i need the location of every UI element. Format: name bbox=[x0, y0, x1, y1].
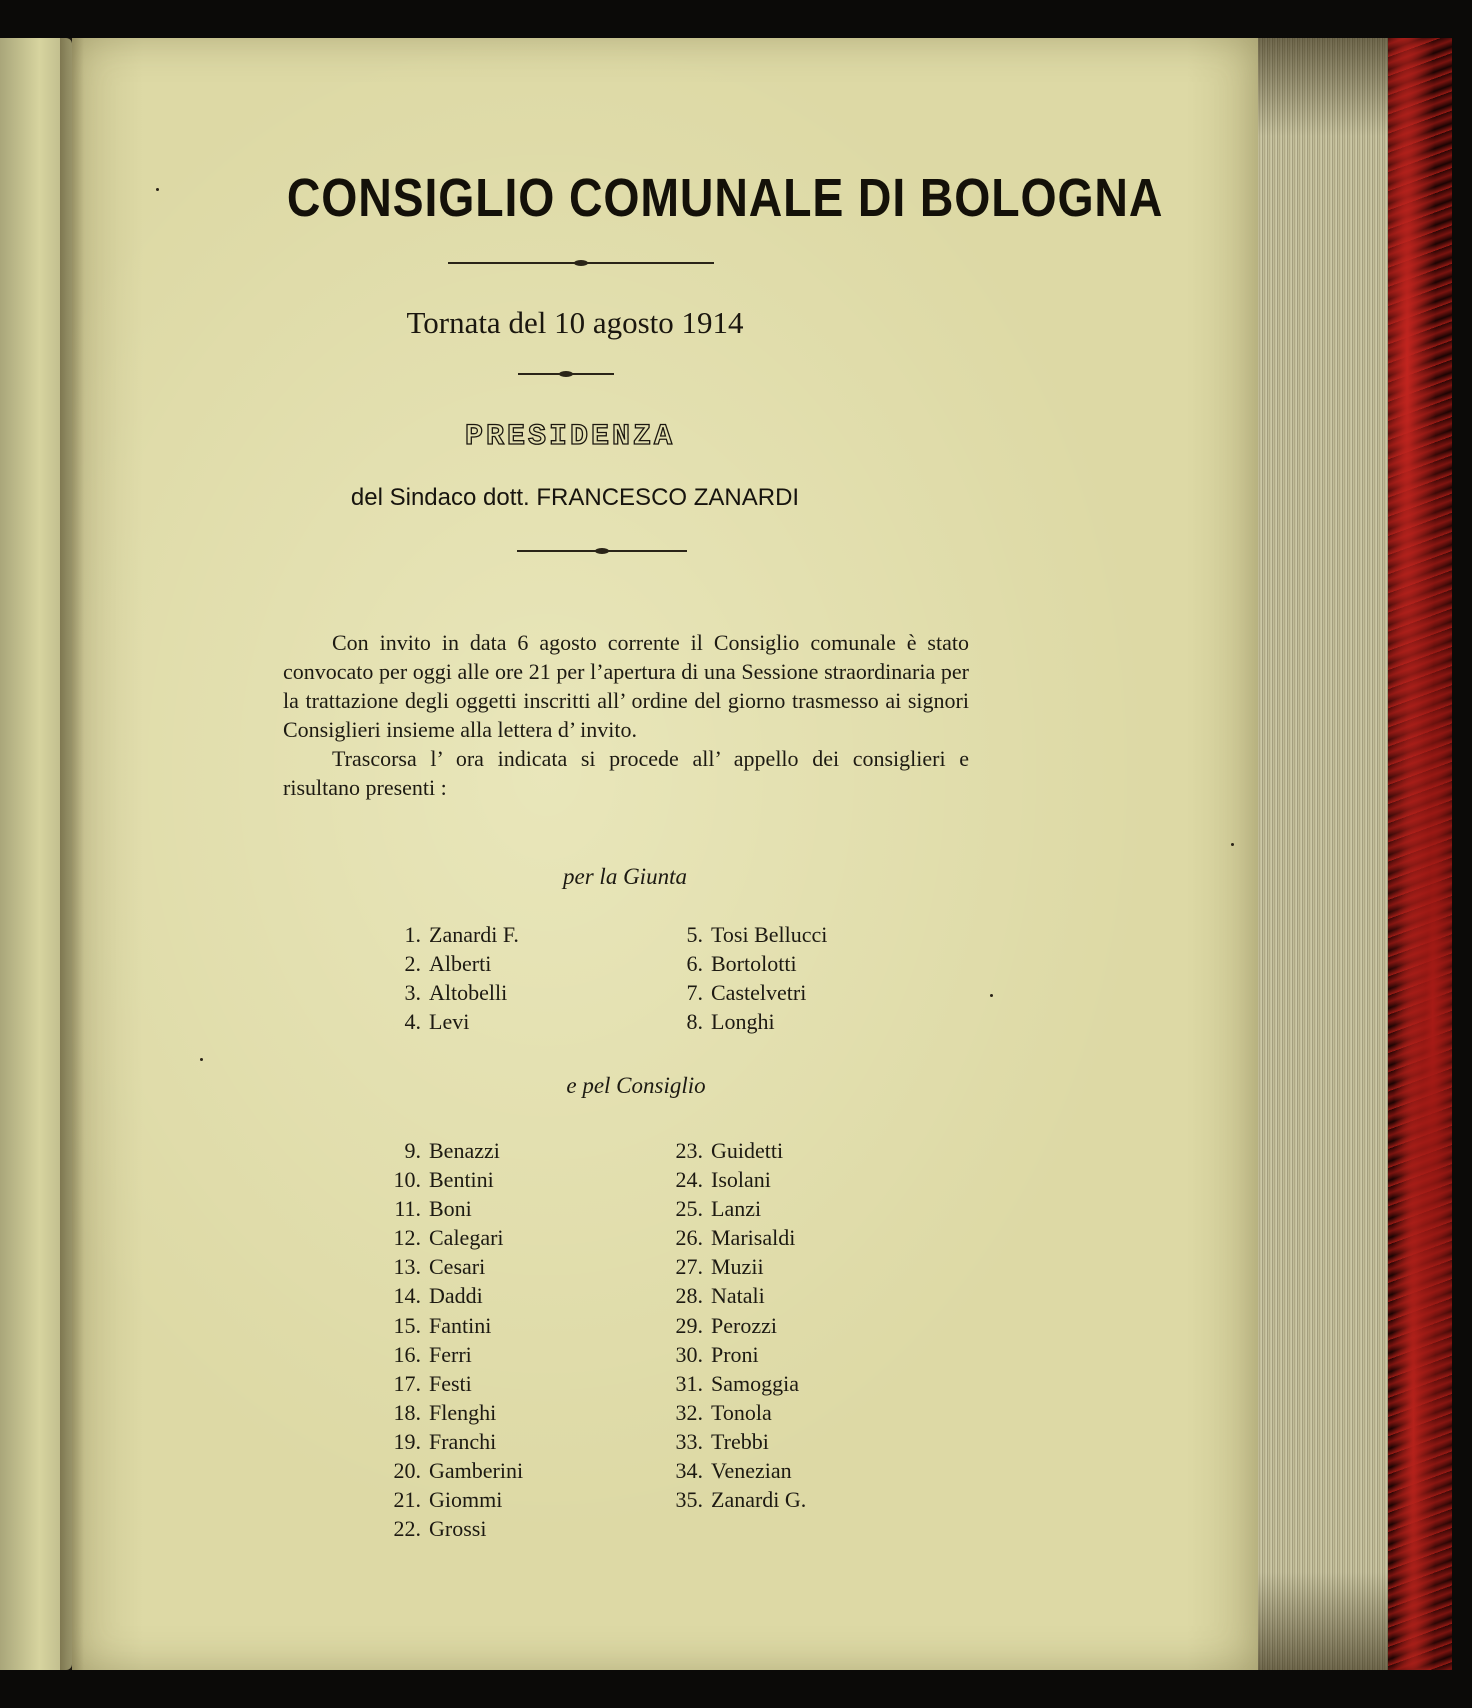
list-item: 16. Ferri bbox=[393, 1341, 472, 1367]
list-item: 21. Giommi bbox=[393, 1487, 503, 1513]
list-item: 29. Perozzi bbox=[675, 1312, 777, 1338]
convocation-paragraph: Con invito in data 6 agosto corrente il Consiglio comunale è stato convocato per oggi alle ore 21 per l’apertura di una Sessione straordinaria per la trattazione degli oggetti inscritti all’ ordine del giorno trasmesso ai signori Consiglieri insieme alla lettera d’ invito. bbox=[283, 630, 969, 742]
presiding-mayor: del Sindaco dott. FRANCESCO ZANARDI bbox=[350, 484, 800, 511]
paper-speck bbox=[156, 188, 159, 191]
giunta-list-col1 bbox=[377, 920, 519, 1036]
list-item: 2. Alberti bbox=[404, 951, 492, 977]
list-item: 10. Bentini bbox=[393, 1167, 494, 1193]
list-item: 14. Daddi bbox=[393, 1283, 483, 1309]
list-item: 27. Muzii bbox=[675, 1254, 764, 1280]
list-item: 6. Bortolotti bbox=[686, 951, 797, 977]
list-item: 15. Fantini bbox=[393, 1312, 492, 1338]
list-item: 17. Festi bbox=[393, 1370, 472, 1396]
page-title: CONSIGLIO COMUNALE DI BOLOGNA bbox=[286, 168, 1164, 228]
list-item: 13. Cesari bbox=[393, 1254, 486, 1280]
list-item: 12. Calegari bbox=[393, 1225, 504, 1251]
list-item: 8. Longhi bbox=[686, 1009, 775, 1035]
list-item: 11. Boni bbox=[394, 1196, 472, 1222]
list-item: 7. Castelvetri bbox=[686, 980, 807, 1006]
giunta-heading: per la Giunta bbox=[563, 864, 687, 889]
list-item: 20. Gamberini bbox=[393, 1458, 524, 1484]
list-item: 22. Grossi bbox=[393, 1516, 487, 1542]
list-item: 3. Altobelli bbox=[404, 980, 508, 1006]
list-item: 1. Zanardi F. bbox=[404, 922, 519, 947]
list-item: 31. Samoggia bbox=[675, 1370, 799, 1396]
list-item: 25. Lanzi bbox=[675, 1196, 762, 1222]
minutes-body bbox=[283, 628, 969, 802]
header-divider bbox=[517, 550, 687, 552]
consiglio-heading: e pel Consiglio bbox=[566, 1073, 706, 1098]
list-item: 9. Benazzi bbox=[404, 1138, 500, 1163]
list-item: 28. Natali bbox=[675, 1283, 765, 1309]
list-item: 32. Tonola bbox=[675, 1399, 772, 1425]
list-item: 19. Franchi bbox=[393, 1428, 497, 1454]
list-item: 35. Zanardi G. bbox=[675, 1487, 807, 1513]
paper-speck bbox=[1231, 843, 1234, 846]
list-item: 23. Guidetti bbox=[675, 1138, 784, 1163]
list-item: 18. Flenghi bbox=[393, 1399, 497, 1425]
paper-speck bbox=[990, 994, 993, 997]
giunta-list-col2 bbox=[659, 920, 827, 1036]
list-item: 4. Levi bbox=[404, 1009, 470, 1035]
session-date: Tornata del 10 agosto 1914 bbox=[406, 305, 744, 340]
paper-speck bbox=[200, 1058, 203, 1061]
title-divider bbox=[448, 262, 714, 264]
consiglio-list-col1 bbox=[377, 1136, 523, 1543]
list-item: 34. Venezian bbox=[675, 1458, 792, 1484]
consiglio-list-col2 bbox=[659, 1136, 806, 1514]
roll-call-paragraph: Trascorsa l’ ora indicata si procede all’ appello dei consiglieri e risultano presenti : bbox=[283, 746, 969, 800]
book-page-edges-shade bbox=[1258, 38, 1388, 1670]
list-item: 30. Proni bbox=[675, 1341, 759, 1367]
list-item: 24. Isolani bbox=[675, 1167, 771, 1193]
list-item: 26. Marisaldi bbox=[675, 1225, 796, 1251]
list-item: 5. Tosi Bellucci bbox=[686, 922, 828, 947]
presidenza-heading: PRESIDENZA bbox=[464, 420, 676, 454]
session-divider bbox=[518, 373, 614, 375]
marbled-book-cover bbox=[1388, 38, 1452, 1670]
list-item: 33. Trebbi bbox=[675, 1428, 769, 1454]
page-gutter bbox=[60, 38, 84, 1670]
